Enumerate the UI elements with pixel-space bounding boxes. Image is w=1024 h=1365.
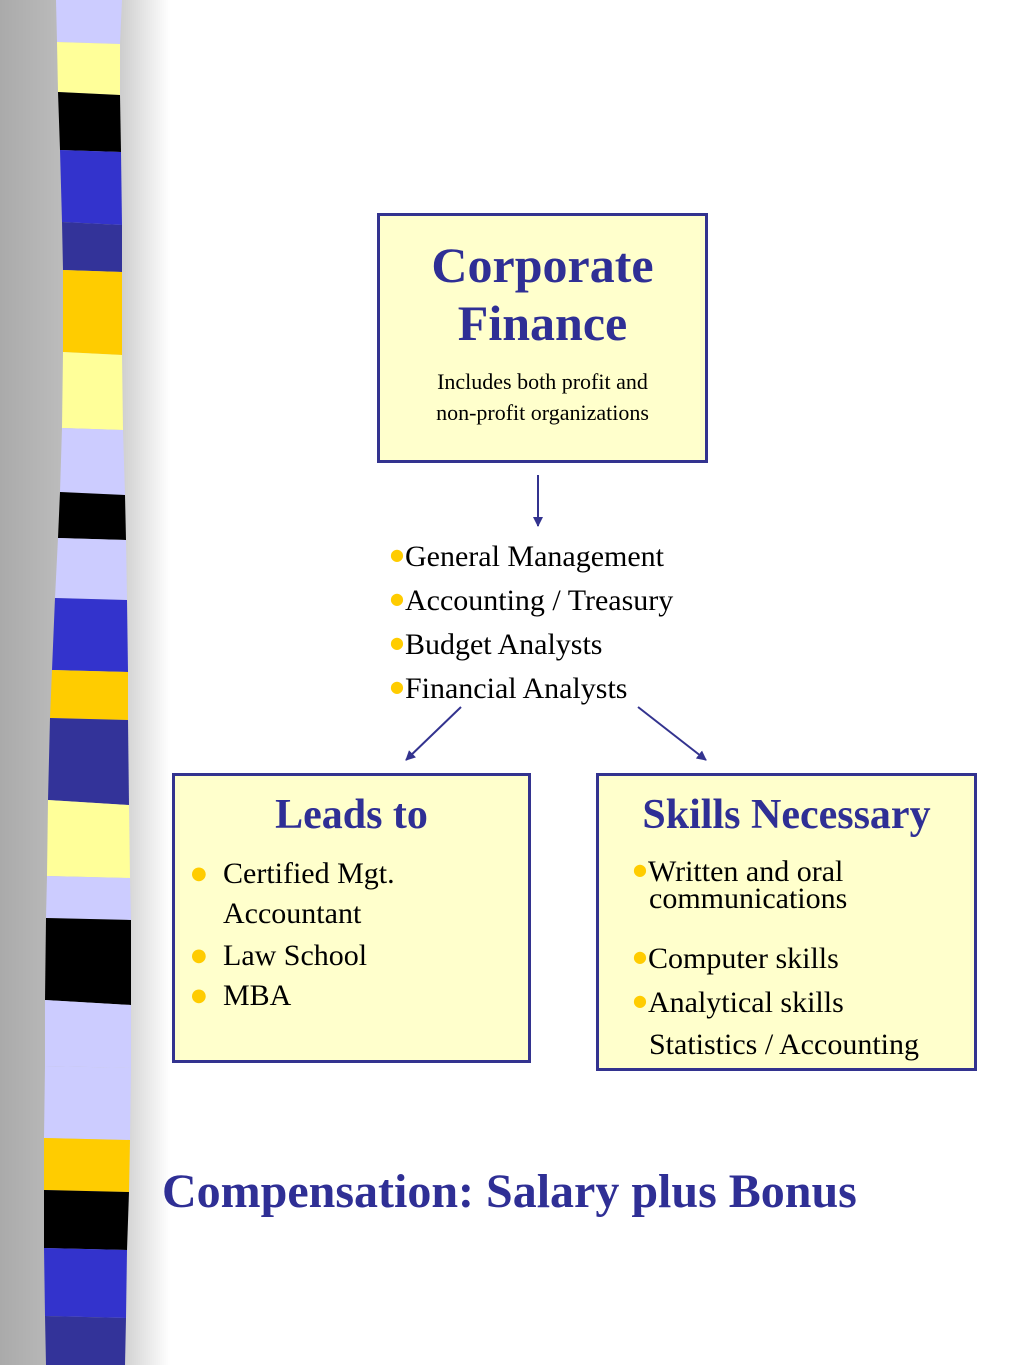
bullet-icon: ● [191, 945, 207, 966]
bullet-icon: ● [390, 633, 404, 652]
list-item: ●Computer skills [633, 942, 839, 975]
list-item: ● Certified Mgt. Accountant [223, 854, 528, 934]
list-item: ● Law School [223, 936, 528, 976]
compensation-heading: Compensation: Salary plus Bonus [162, 1165, 857, 1218]
title-line: Finance [457, 295, 628, 351]
list-item: ● MBA [223, 976, 528, 1016]
skills-necessary-title: Skills Necessary [642, 792, 931, 838]
decorative-stripe [0, 0, 170, 1365]
corporate-finance-title [380, 216, 705, 352]
list-item: ●Accounting / Treasury [390, 584, 674, 617]
bullet-icon: ● [633, 991, 647, 1010]
corporate-finance-subtitle [380, 366, 705, 428]
arrow-to-skills [638, 707, 706, 760]
bullet-icon: ● [191, 985, 207, 1006]
skills-necessary-box [596, 773, 977, 1071]
list-item: ●Written and oral communications [633, 855, 848, 915]
bullet-icon: ● [390, 589, 404, 608]
list-item: ●Budget Analysts [390, 628, 603, 661]
subtitle-line: Includes both profit and [437, 369, 648, 394]
subtitle-line: non-profit organizations [436, 400, 649, 425]
list-item: ●Analytical skills Statistics / Accounting [633, 986, 919, 1061]
arrow-to-leads [406, 707, 461, 760]
bullet-icon: ● [390, 677, 404, 696]
title-line: Corporate [431, 237, 654, 293]
corporate-finance-box [377, 213, 708, 463]
list-item: ●General Management [390, 540, 665, 573]
leads-to-title: Leads to [275, 792, 428, 838]
bullet-icon: ● [633, 860, 647, 879]
bullet-icon: ● [191, 863, 207, 884]
list-item: ●Financial Analysts [390, 672, 628, 705]
leads-to-list [175, 854, 528, 1016]
leads-to-box [172, 773, 531, 1063]
bullet-icon: ● [390, 545, 404, 564]
skills-list [599, 856, 974, 1066]
bullet-icon: ● [633, 947, 647, 966]
roles-list [390, 534, 673, 710]
